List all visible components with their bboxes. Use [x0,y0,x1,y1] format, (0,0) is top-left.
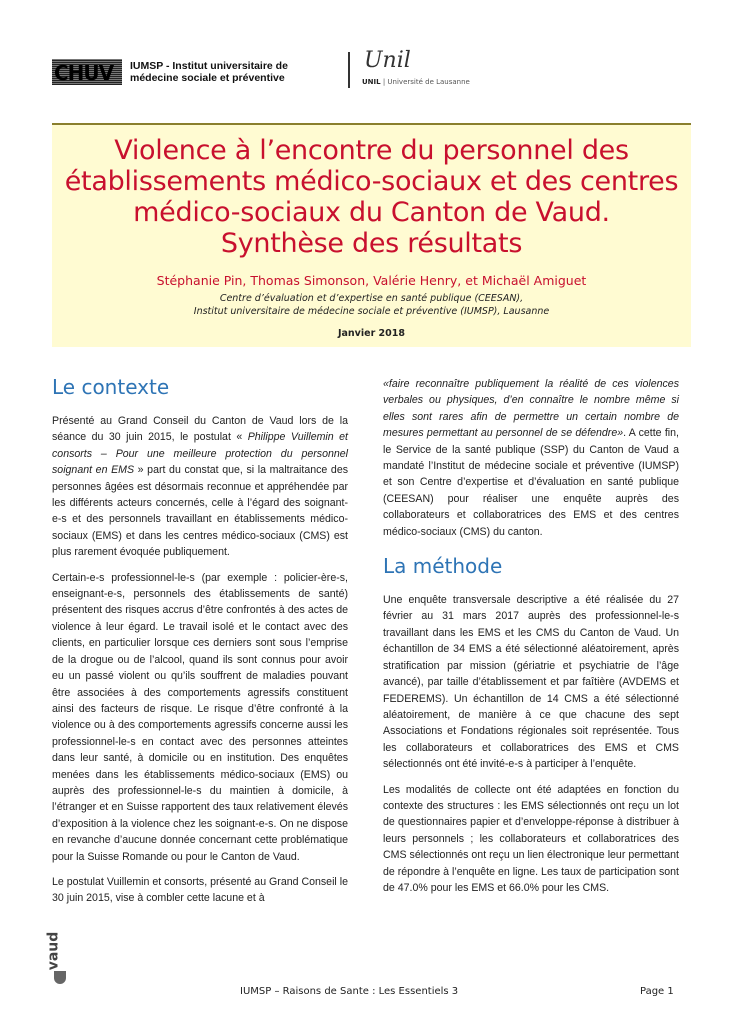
vaud-logo-text: vaud [45,931,62,971]
paragraph: Le postulat Vuillemin et consorts, présenté au Grand Conseil le 30 juin 2015, vise à combler cette lacune et à [52,875,348,905]
italic-quote: «faire reconnaître publiquement la réalité de ces violences verbales ou physiques, d’en connaître le nombre même si elles sont rares afin de permettre un certain nombre de mesures permettant au personnel de se défendre» [383,378,679,440]
chuv-logo [52,59,122,85]
section-heading-contexte: Le contexte [52,375,170,399]
shield-icon [54,971,66,984]
title-line: Synthèse des résultats [220,228,523,259]
institute-name [130,60,288,84]
affiliation [52,292,691,318]
unil-full: | Université de Lausanne [382,78,470,86]
left-column [52,375,348,916]
title-line: établissements médico-sociaux et des centres [64,166,679,197]
paragraph: Les modalités de collecte ont été adaptées en fonction du contexte des structures : les EMS sélectionnés ont reçu un lot de questionnaires papier et d’enveloppe-réponse à distribuer à leurs personnels ; les collaborateurs et collaboratrices des CMS sélectionnés ont reçu un lien électronique leur permettant de répondre à l’enquête en ligne. Les taux de participation sont de 47.0% pour les EMS et 66.0% pour les CMS. [383,783,679,894]
paragraph [383,376,679,540]
affiliation-line: Institut universitaire de médecine sociale et préventive (IUMSP), Lausanne [193,306,550,317]
affiliation-line: Centre d’évaluation et d’expertise en santé publique (CEESAN), [219,293,524,304]
title-box [52,123,691,347]
title-line: médico-sociaux du Canton de Vaud. [133,197,610,228]
text: » part du constat que, si la maltraitance des personnes âgées est désormais reconnue et appréhendée par les différents acteurs concernés, celle à l’égard des soignant-e-s et des personnels travaillant en établissements médico-sociaux (EMS) et dans les centres médico-sociaux (CMS) est plus rarement évoquée publiquement. [52,464,349,559]
authors: Stéphanie Pin, Thomas Simonson, Valérie Henry, et Michaël Amiguet [156,273,587,288]
unil-logo: Unil [364,48,411,73]
logo-divider [348,52,350,88]
chuv-logo-text: CHUV [54,61,114,85]
institute-line-1: IUMSP - Institut universitaire de [130,60,288,72]
text: Présenté au Grand Conseil du Canton de Vaud lors de la séance du 30 juin 2015, le postulat « [52,415,348,444]
document-title [52,135,691,259]
canton-vaud-logo [45,925,72,985]
paragraph [52,413,348,561]
footer-text: IUMSP – Raisons de Sante : Les Essentiels 3 [240,986,459,997]
paragraph: Une enquête transversale descriptive a été réalisée du 27 février au 31 mars 2017 auprès des professionnel-le-s travaillant dans les EMS et les CMS du Canton de Vaud. Un échantillon de 34 EMS a été sélectionné aléatoirement, après stratification par mission (gériatrie et psychiatrie de l’âge avancé), par taille d’établissement et par faîtière (AVDEMS et FEDEREMS). Un échantillon de 14 CMS a été sélectionné aléatoirement, de manière à ce que chacune des sept Associations et Fondations régionales soit représentée. Tous les collaborateurs et collaboratrices des EMS et CMS sélectionnés ont été invité-e-s à participer à l’enquête. [383,594,679,771]
unil-short: UNIL [362,78,381,86]
paragraph: Certain-e-s professionnel-le-s (par exemple : policier-ère-s, enseignant-e-s, personnels des établissements de santé) présentent des risques accrus d’être confrontés à des actes de violence à leur égard. Le travail isolé et le contact avec des clients, en particulier lorsque ces derniers sont sous l’emprise de la drogue ou de l’alcool, quand ils sont connus pour avoir eu un passé violent ou qu’ils souffrent de maladies pouvant être associées à des comportements agressifs constituent ainsi des facteurs de risque. Le risque d’être confronté à la violence ou à des comportements agressifs concerne aussi les professionnel-le-s en contact avec des personnes atteintes dans leur santé, à domicile ou en institution. Des enquêtes menées dans les établissements médico-sociaux (EMS) ou auprès des professionnel-le-s du maintien à domicile, à l’étranger et en Suisse rapportent des taux relativement élevés d’exposition à la violence chez les soignant-e-s. On ne dispose en revanche d’aucune donnée concernant cette problématique pour la Suisse Romande ou pour le Canton de Vaud. [52,571,348,863]
unil-caption [362,78,470,86]
institute-line-2: médecine sociale et préventive [130,72,285,84]
italic-text: Philippe Vuillemin et consorts – Pour une meilleure protection du personnel soignant en EMS [52,431,348,477]
section-heading-methode: La méthode [383,554,503,579]
page-number: Page 1 [640,986,674,997]
page-header [52,48,692,92]
right-column [383,376,679,905]
text: . A cette fin, le Service de la santé publique (SSP) du Canton de Vaud a mandaté l’Institut de médecine sociale et préventive (IUMSP) et son Centre d’expertise et d’évaluation en santé publique (CEESAN) pour réaliser une enquête auprès des collaborateurs et collaboratrices des EMS et des centres médico-sociaux (CMS) du canton. [383,427,679,538]
title-line: Violence à l’encontre du personnel des [114,135,629,166]
publication-date: Janvier 2018 [337,328,406,339]
